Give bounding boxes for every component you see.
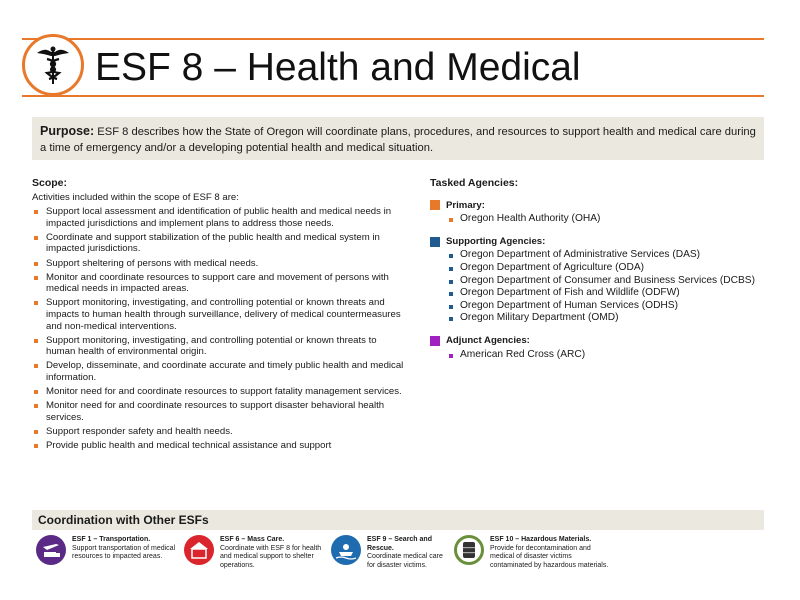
primary-marker — [430, 200, 440, 210]
list-item: Oregon Health Authority (OHA) — [430, 213, 770, 226]
esf-10-text: Provide for decontamination and medical of disaster victims contaminated by hazardous materials. — [490, 544, 609, 569]
supporting-marker — [430, 237, 440, 247]
airplane-truck-icon — [36, 535, 66, 565]
list-item: Oregon Military Department (OMD) — [430, 312, 770, 325]
purpose-text: ESF 8 describes how the State of Oregon will coordinate plans, procedures, and resources to support health and medical care during a time of emergency and/or a developing potential health and medical situation. — [40, 126, 756, 154]
list-item: Oregon Department of Administrative Services (DAS) — [430, 249, 770, 262]
list-item: American Red Cross (ARC) — [430, 349, 770, 362]
primary-label: Primary: — [446, 199, 485, 211]
scope-section — [32, 178, 407, 454]
primary-group — [430, 200, 770, 226]
shelter-icon — [184, 535, 214, 565]
list-item: Oregon Department of Consumer and Business Services (DCBS) — [430, 275, 770, 288]
list-item: Support local assessment and identification of public health and medical needs in impacted jurisdictions and implement plans to address those needs. — [32, 206, 407, 229]
list-item: Monitor and coordinate resources to support care and movement of persons with medical needs in impacted areas. — [32, 272, 407, 295]
purpose-box — [32, 117, 764, 160]
scope-intro: Activities included within the scope of ESF 8 are: — [32, 191, 239, 203]
esf-6-text: Coordinate with ESF 8 for health and medical support to shelter operations. — [220, 544, 322, 569]
adjunct-group — [430, 335, 770, 361]
list-item: Oregon Department of Fish and Wildlife (ODFW) — [430, 287, 770, 300]
list-item: Provide public health and medical technical assistance and support — [32, 440, 407, 452]
supporting-group — [430, 236, 770, 325]
adjunct-label: Adjunct Agencies: — [446, 334, 530, 346]
purpose-label: Purpose: — [40, 124, 95, 138]
header-rule-bottom — [22, 95, 764, 97]
list-item: Oregon Department of Agriculture (ODA) — [430, 262, 770, 275]
list-item: Support monitoring, investigating, and controlling potential or known threats and impacts to human health through surveillance, delivery of medical countermeasures and non-medical interventions. — [32, 297, 407, 332]
page-title: ESF 8 – Health and Medical — [95, 46, 581, 89]
caduceus-icon — [22, 34, 84, 96]
list-item: Monitor need for and coordinate resources to support fatality management services. — [32, 386, 407, 398]
rescue-boat-icon — [331, 535, 361, 565]
esf-10-title: ESF 10 – Hazardous Materials. — [490, 536, 592, 543]
tasked-agencies-section — [430, 178, 770, 361]
list-item: Monitor need for and coordinate resources to support disaster behavioral health services. — [32, 400, 407, 423]
list-item: Oregon Department of Human Services (ODHS) — [430, 300, 770, 313]
list-item: Support monitoring, investigating, and controlling potential or known threats to human health of environmental origin. — [32, 335, 407, 358]
esf-1-title: ESF 1 – Transportation. — [72, 536, 151, 543]
coordination-heading: Coordination with Other ESFs — [32, 510, 764, 530]
list-item: Coordinate and support stabilization of the public health and medical system in impacted jurisdictions. — [32, 232, 407, 255]
adjunct-marker — [430, 336, 440, 346]
list-item: Support sheltering of persons with medical needs. — [32, 258, 407, 270]
barrel-icon — [454, 535, 484, 565]
esf-1-text: Support transportation of medical resources to impacted areas. — [72, 544, 176, 561]
list-item: Support responder safety and health needs. — [32, 426, 407, 438]
esf-9-text: Coordinate medical care for disaster victims. — [367, 553, 443, 569]
supporting-label: Supporting Agencies: — [446, 235, 546, 247]
esf-9-title: ESF 9 – Search and Rescue. — [367, 536, 432, 552]
list-item: Develop, disseminate, and coordinate accurate and timely public health and medical information. — [32, 360, 407, 383]
esf-6-title: ESF 6 – Mass Care. — [220, 536, 285, 543]
scope-heading: Scope: — [32, 177, 68, 189]
tasked-heading: Tasked Agencies: — [430, 177, 519, 189]
header-rule-top — [22, 38, 764, 40]
scope-list — [32, 206, 407, 451]
